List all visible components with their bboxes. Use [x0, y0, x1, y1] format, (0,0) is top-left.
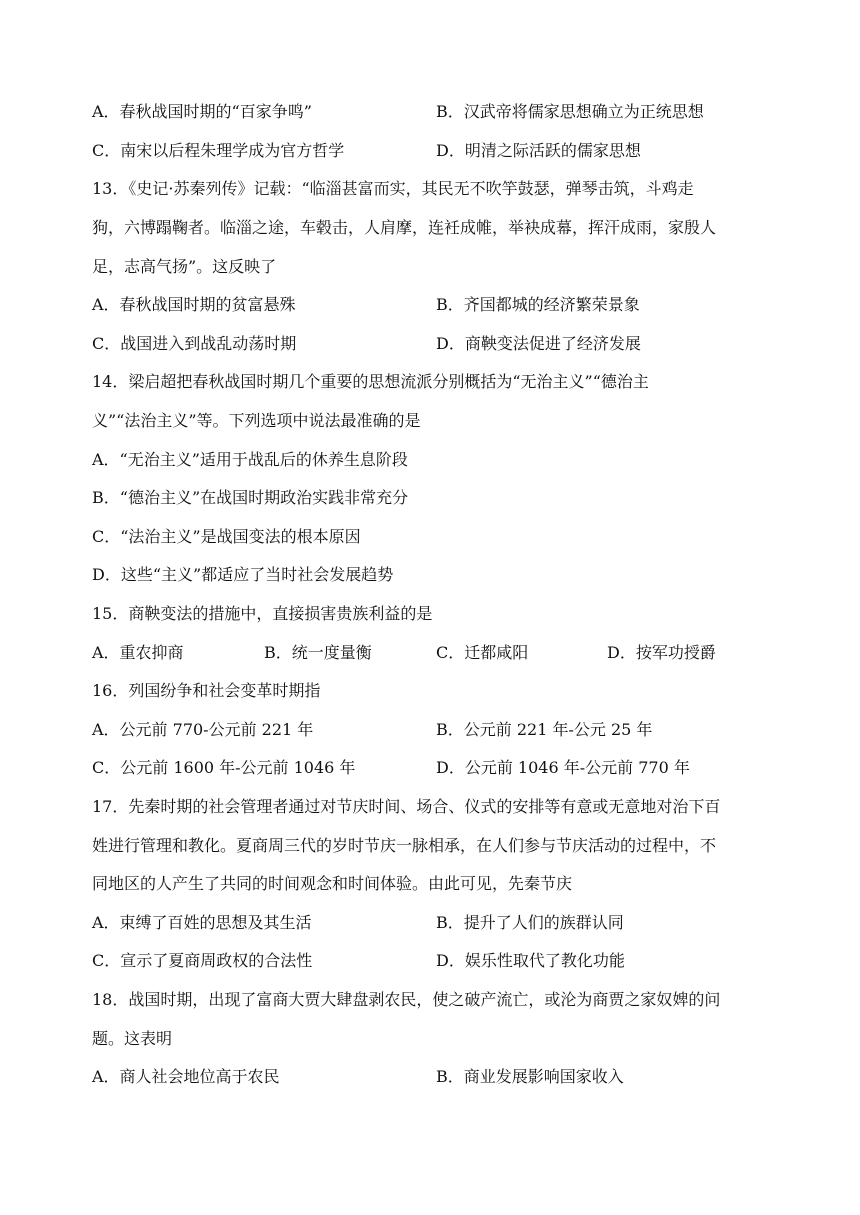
q13-stem-line-1: 13．《史记·苏秦列传》记载：“临淄甚富而实，其民无不吹竽鼓瑟，弹琴击筑，斗鸡走 — [92, 179, 694, 198]
q12-option-c: C．南宋以后程朱理学成为官方哲学 — [92, 141, 345, 160]
q12-option-d: D．明清之际活跃的儒家思想 — [436, 141, 641, 160]
q17-option-b: B．提升了人们的族群认同 — [436, 913, 624, 932]
q13-option-d: D．商鞅变法促进了经济发展 — [436, 334, 641, 353]
q13-option-b: B．齐国都城的经济繁荣景象 — [436, 295, 640, 314]
q17-option-a: A．束缚了百姓的思想及其生活 — [92, 913, 312, 932]
q17-stem-line-1: 17．先秦时期的社会管理者通过对节庆时间、场合、仪式的安排等有意或无意地对治下百 — [92, 797, 721, 816]
q14-option-d: D．这些“主义”都适应了当时社会发展趋势 — [92, 565, 394, 584]
q13-option-a: A．春秋战国时期的贫富悬殊 — [92, 295, 296, 314]
q14-stem-line-1: 14．梁启超把春秋战国时期几个重要的思想流派分别概括为“无治主义”“德治主 — [92, 372, 649, 391]
q16-option-c: C．公元前 1600 年-公元前 1046 年 — [92, 758, 356, 777]
q16-options-row-1 — [92, 711, 782, 749]
q13-stem-line-2: 狗，六博蹋鞠者。临淄之途，车毂击，人肩摩，连衽成帷，举袂成幕，挥汗成雨，家殷人 — [92, 218, 717, 237]
q18-option-a: A．商人社会地位高于农民 — [92, 1067, 280, 1086]
q17-options-row-2 — [92, 942, 782, 980]
q14-option-b: B．“德治主义”在战国时期政治实践非常充分 — [92, 488, 409, 507]
q18-stem-line-1: 18．战国时期，出现了富商大贾大肆盘剥农民，使之破产流亡，或沦为商贾之家奴婢的问 — [92, 990, 721, 1009]
q12-option-b: B．汉武帝将儒家思想确立为正统思想 — [436, 102, 704, 121]
q12-options-row-2 — [92, 132, 782, 170]
q17-options-row-1 — [92, 904, 782, 942]
q16-stem-line-1: 16．列国纷争和社会变革时期指 — [92, 681, 321, 700]
q17-stem-line-3: 同地区的人产生了共同的时间观念和时间体验。由此可见，先秦节庆 — [92, 874, 573, 893]
q14-stem-line-2: 义”“法治主义”等。下列选项中说法最准确的是 — [92, 411, 421, 430]
q18-option-b: B．商业发展影响国家收入 — [436, 1067, 624, 1086]
q16-options-row-2 — [92, 749, 782, 787]
q17-option-c: C．宣示了夏商周政权的合法性 — [92, 951, 313, 970]
q12-options-row-1 — [92, 93, 782, 131]
q17-option-d: D．娱乐性取代了教化功能 — [436, 951, 625, 970]
q18-options-row-1 — [92, 1058, 782, 1096]
q13-options-row-2 — [92, 325, 782, 363]
q15-option-b: B．统一度量衡 — [264, 643, 372, 662]
q15-options-row — [92, 634, 782, 672]
q14-option-c: C．“法治主义”是战国变法的根本原因 — [92, 527, 361, 546]
q13-option-c: C．战国进入到战乱动荡时期 — [92, 334, 297, 353]
q12-option-a: A．春秋战国时期的“百家争鸣” — [92, 102, 312, 121]
q16-option-b: B．公元前 221 年-公元 25 年 — [436, 720, 653, 739]
q18-stem-line-2: 题。这表明 — [92, 1029, 173, 1048]
q15-option-c: C．迁都咸阳 — [436, 643, 529, 662]
q14-option-a: A．“无治主义”适用于战乱后的休养生息阶段 — [92, 450, 408, 469]
q17-stem-line-2: 姓进行管理和教化。夏商周三代的岁时节庆一脉相承，在人们参与节庆活动的过程中，不 — [92, 836, 717, 855]
q15-stem-line-1: 15．商鞅变法的措施中，直接损害贵族利益的是 — [92, 604, 433, 623]
q13-options-row-1 — [92, 286, 782, 324]
q15-option-a: A．重农抑商 — [92, 643, 184, 662]
q15-option-d: D．按军功授爵 — [607, 643, 716, 662]
q16-option-a: A．公元前 770-公元前 221 年 — [92, 720, 314, 739]
q13-stem-line-3: 足，志高气扬”。这反映了 — [92, 257, 277, 276]
q16-option-d: D．公元前 1046 年-公元前 770 年 — [436, 758, 690, 777]
